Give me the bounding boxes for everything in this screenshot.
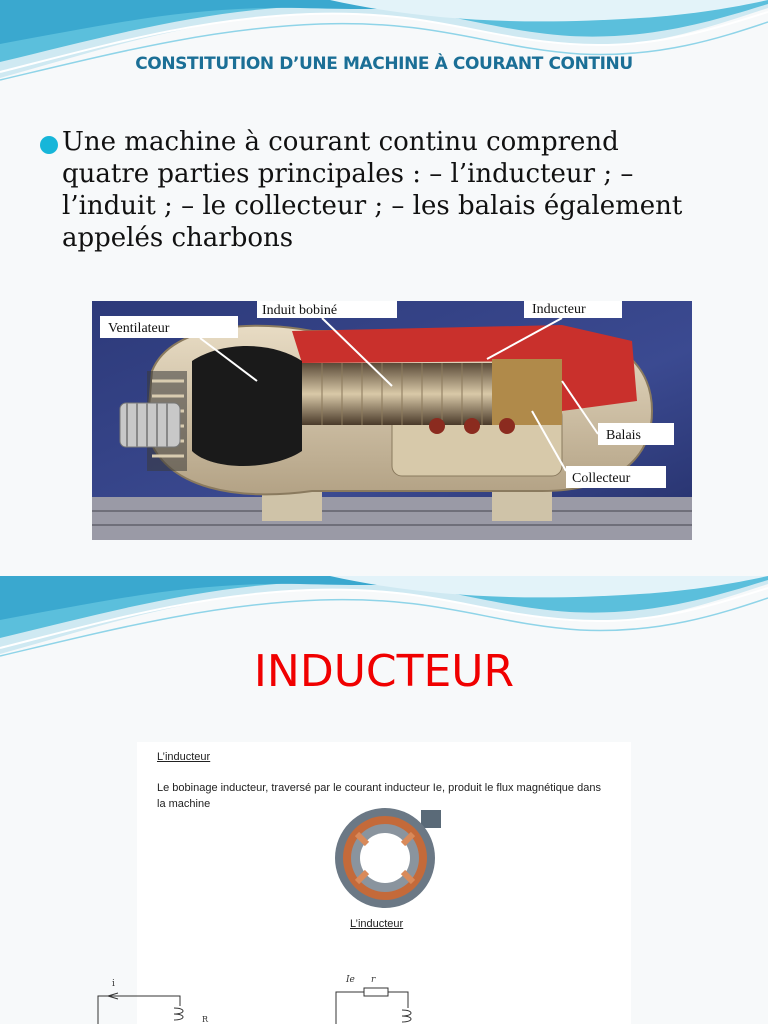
decorative-wave-header: [0, 0, 768, 90]
dc-motor-cutaway-image: [92, 301, 692, 540]
circuit-diagrams: [90, 972, 440, 1024]
slide-title: INDUCTEUR: [253, 646, 515, 697]
bullet-text: Une machine à courant continu comprend quatre parties principales : – l’inducteur ; – l’induit ; – le collecteur ; – les balais également appelés charbons: [62, 127, 683, 253]
callout-ventilateur: Ventilateur: [108, 321, 170, 336]
doc-heading: L’inducteur: [157, 751, 211, 763]
circuit-label-current: i: [112, 979, 115, 989]
doc-caption: L’inducteur: [350, 918, 404, 930]
circuit-label-r: r: [371, 975, 376, 985]
callout-collecteur: Collecteur: [572, 471, 631, 486]
doc-paragraph: Le bobinage inducteur, traversé par le courant inducteur Ie, produit le flux magnétique dans la machine: [157, 782, 601, 810]
callout-balais: Balais: [606, 428, 641, 443]
circuit-label-ie: Ie: [346, 975, 355, 985]
bullet-icon: [40, 136, 58, 154]
slide-2: [0, 576, 768, 1024]
callout-inducteur: Inducteur: [532, 302, 586, 317]
callout-induit-bobine: Induit bobiné: [262, 303, 338, 318]
bullet-point: [40, 126, 700, 254]
circuit-label-component: R: [202, 1015, 209, 1024]
slide-title: CONSTITUTION D’UNE MACHINE À COURANT CONTINU: [135, 54, 633, 74]
stator-image: [327, 804, 443, 910]
